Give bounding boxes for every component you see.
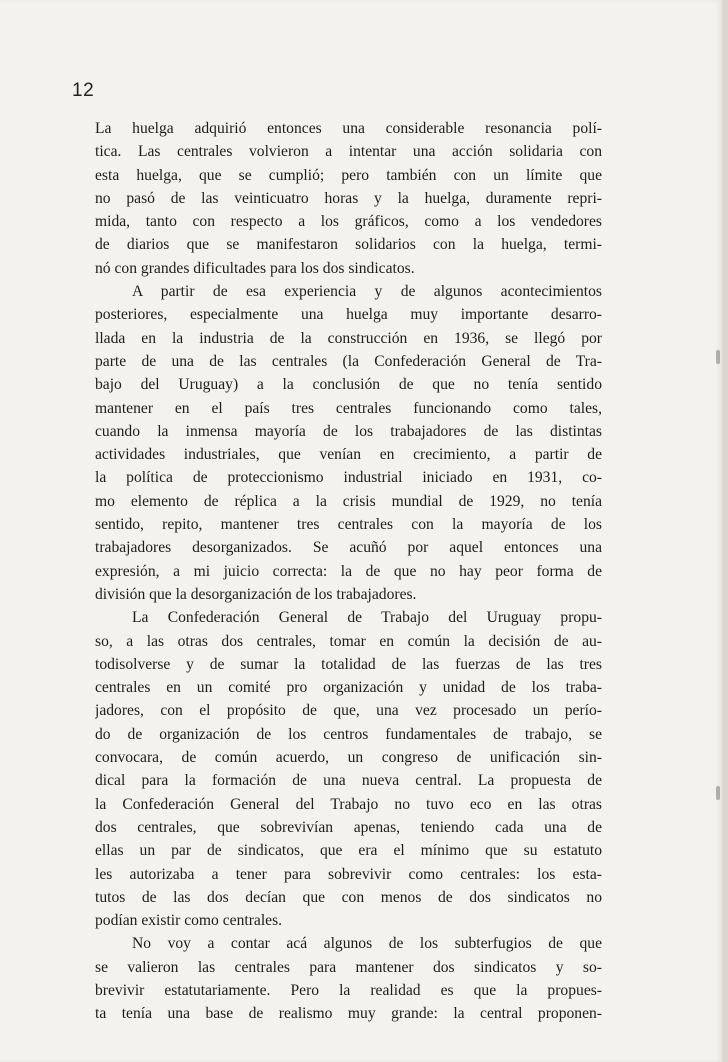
text-line: ta tenía una base de realismo muy grande: la central proponen-: [95, 1005, 602, 1023]
text-line: jadores, con el propósito de que, una vez procesado un perío-: [95, 702, 602, 720]
text-line: se valieron las centrales para mantener dos sindicatos y so-: [95, 958, 602, 976]
text-line: de diarios que se manifestaron solidarios con la huelga, termi-: [95, 236, 602, 254]
page-edge-mark: [716, 350, 720, 364]
text-line: convocara, de común acuerdo, un congreso de unificación sin-: [95, 749, 602, 767]
text-line: centrales en un comité pro organización y unidad de los traba-: [95, 679, 602, 697]
page-number: 12: [72, 80, 95, 101]
text-line: A partir de esa experiencia y de algunos acontecimientos: [132, 283, 602, 301]
text-line: actividades industriales, que venían en crecimiento, a partir de: [95, 446, 602, 464]
text-line: mo elemento de réplica a la crisis mundial de 1929, no tenía: [95, 492, 602, 510]
text-line: llada en la industria de la construcción en 1936, se llegó por: [95, 329, 602, 347]
text-line: bajo del Uruguay) a la conclusión de que no tenía sentido: [95, 376, 602, 394]
text-line: la Confederación General del Trabajo no tuvo eco en las otras: [95, 795, 602, 813]
text-line: cuando la inmensa mayoría de los trabajadores de las distintas: [95, 422, 602, 440]
text-line: división que la desorganización de los trabajadores.: [95, 585, 417, 603]
text-line: dos centrales, que sobrevivían apenas, teniendo cada una de: [95, 818, 602, 836]
text-line: so, a las otras dos centrales, tomar en común la decisión de au-: [95, 632, 602, 650]
text-line: no pasó de las veinticuatro horas y la huelga, duramente repri-: [95, 189, 602, 207]
text-line: expresión, a mi juicio correcta: la de que no hay peor forma de: [95, 562, 602, 580]
text-line: La Confederación General de Trabajo del Uruguay propu-: [132, 609, 602, 627]
text-line: parte de una de las centrales (la Confederación General de Tra-: [95, 352, 602, 370]
text-line: sentido, repito, mantener tres centrales con la mayoría de los: [95, 516, 602, 534]
text-line: podían existir como centrales.: [95, 912, 283, 930]
text-line: la política de proteccionismo industrial iniciado en 1931, co-: [95, 469, 602, 487]
text-line: posteriores, especialmente una huelga muy importante desarro-: [95, 306, 602, 324]
page-edge-mark: [716, 786, 720, 800]
text-line: do de organización de los centros fundamentales de trabajo, se: [95, 725, 602, 743]
text-line: todisolverse y de sumar la totalidad de las fuerzas de las tres: [95, 655, 602, 673]
text-line: brevivir estatutariamente. Pero la realidad es que la propues-: [95, 981, 602, 999]
text-line: nó con grandes dificultades para los dos sindicatos.: [95, 259, 415, 277]
text-line: mantener en el país tres centrales funcionando como tales,: [95, 399, 602, 417]
text-line: les autorizaba a tener para sobrevivir como centrales: los esta-: [95, 865, 602, 883]
text-line: mida, tanto con respecto a los gráficos, como a los vendedores: [95, 213, 602, 231]
body-text: [95, 117, 602, 1026]
text-line: La huelga adquirió entonces una considerable resonancia polí-: [95, 120, 602, 137]
text-line: dical para la formación de una nueva central. La propuesta de: [95, 772, 602, 790]
text-line: esta huelga, que se cumplió; pero también con un límite que: [95, 166, 602, 184]
text-line: No voy a contar acá algunos de los subterfugios de que: [132, 935, 602, 953]
text-line: trabajadores desorganizados. Se acuñó por aquel entonces una: [95, 539, 602, 557]
text-line: tutos de las dos decían que con menos de dos sindicatos no: [95, 888, 602, 906]
text-line: tica. Las centrales volvieron a intentar una acción solidaria con: [95, 143, 602, 161]
text-line: ellas un par de sindicatos, que era el mínimo que su estatuto: [95, 842, 602, 860]
